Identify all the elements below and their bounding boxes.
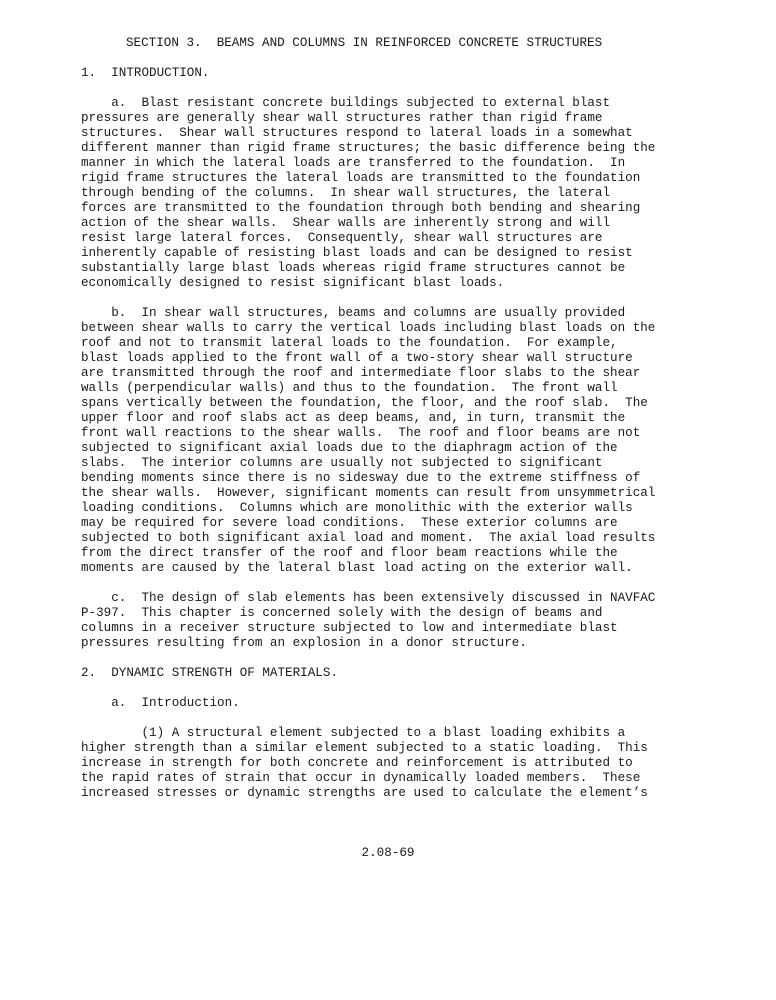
paragraph-1c-line: P-397. This chapter is concerned solely with the design of beams and (81, 606, 603, 620)
paragraph-1b-line: subjected to significant axial loads due to the diaphragm action of the (81, 441, 618, 455)
paragraph-1a-line: through bending of the columns. In shear wall structures, the lateral (81, 186, 611, 200)
paragraph-1a-line: action of the shear walls. Shear walls are inherently strong and will (81, 216, 611, 230)
paragraph-1b-line: slabs. The interior columns are usually not subjected to significant (81, 456, 603, 470)
paragraph-1b-line: moments are caused by the lateral blast load acting on the exterior wall. (81, 561, 633, 575)
paragraph-1b-line: are transmitted through the roof and intermediate floor slabs to the shear (81, 366, 641, 380)
paragraph-1b-line: the shear walls. However, significant moments can result from unsymmetrical (81, 486, 656, 500)
paragraph-1b-line: spans vertically between the foundation, the floor, and the roof slab. The (81, 396, 648, 410)
paragraph-2a1-line: increase in strength for both concrete and reinforcement is attributed to (81, 756, 633, 770)
heading-dynamic-strength: 2. DYNAMIC STRENGTH OF MATERIALS. (81, 666, 338, 680)
paragraph-1a-line: structures. Shear wall structures respond to lateral loads in a somewhat (81, 126, 633, 140)
paragraph-2a1-line: (1) A structural element subjected to a blast loading exhibits a (81, 726, 626, 740)
paragraph-1a-line: manner in which the lateral loads are transferred to the foundation. In (81, 156, 626, 170)
paragraph-1b-line: subjected to both significant axial load and moment. The axial load results (81, 531, 656, 545)
paragraph-1b-line: roof and not to transmit lateral loads to the foundation. For example, (81, 336, 618, 350)
paragraph-1b-line: between shear walls to carry the vertical loads including blast loads on the (81, 321, 656, 335)
paragraph-1b-line: front wall reactions to the shear walls. The roof and floor beams are not (81, 426, 641, 440)
paragraph-1a-line: a. Blast resistant concrete buildings subjected to external blast (81, 96, 611, 110)
paragraph-1a-line: substantially large blast loads whereas rigid frame structures cannot be (81, 261, 626, 275)
paragraph-1b-line: may be required for severe load conditions. These exterior columns are (81, 516, 618, 530)
paragraph-1a-line: forces are transmitted to the foundation through both bending and shearing (81, 201, 641, 215)
heading-introduction: 1. INTRODUCTION. (81, 66, 210, 80)
paragraph-1b-line: b. In shear wall structures, beams and columns are usually provided (81, 306, 626, 320)
paragraph-1b-line: walls (perpendicular walls) and thus to the foundation. The front wall (81, 381, 618, 395)
paragraph-1a-line: rigid frame structures the lateral loads are transmitted to the foundation (81, 171, 641, 185)
paragraph-1b-line: loading conditions. Columns which are monolithic with the exterior walls (81, 501, 633, 515)
paragraph-1a-line: pressures are generally shear wall structures rather than rigid frame (81, 111, 603, 125)
paragraph-1a-line: different manner than rigid frame structures; the basic difference being the (81, 141, 656, 155)
paragraph-1a-line: resist large lateral forces. Consequently, shear wall structures are (81, 231, 603, 245)
section-title: SECTION 3. BEAMS AND COLUMNS IN REINFORCED CONCRETE STRUCTURES (126, 36, 603, 50)
paragraph-1c-line: pressures resulting from an explosion in a donor structure. (81, 636, 527, 650)
paragraph-1b-line: upper floor and roof slabs act as deep beams, and, in turn, transmit the (81, 411, 626, 425)
paragraph-1a-line: inherently capable of resisting blast loads and can be designed to resist (81, 246, 633, 260)
heading-2a-introduction: a. Introduction. (81, 696, 240, 710)
paragraph-1b-line: from the direct transfer of the roof and floor beam reactions while the (81, 546, 618, 560)
page-number: 2.08-69 (361, 846, 415, 860)
paragraph-2a1-line: the rapid rates of strain that occur in dynamically loaded members. These (81, 771, 641, 785)
paragraph-1a-line: economically designed to resist significant blast loads. (81, 276, 505, 290)
paragraph-1b-line: blast loads applied to the front wall of a two-story shear wall structure (81, 351, 633, 365)
paragraph-2a1-line: higher strength than a similar element subjected to a static loading. This (81, 741, 648, 755)
paragraph-1b-line: bending moments since there is no sidesway due to the extreme stiffness of (81, 471, 641, 485)
paragraph-2a1-line: increased stresses or dynamic strengths are used to calculate the element’s (81, 786, 648, 800)
paragraph-1c-line: columns in a receiver structure subjected to low and intermediate blast (81, 621, 618, 635)
paragraph-1c-line: c. The design of slab elements has been extensively discussed in NAVFAC (81, 591, 656, 605)
